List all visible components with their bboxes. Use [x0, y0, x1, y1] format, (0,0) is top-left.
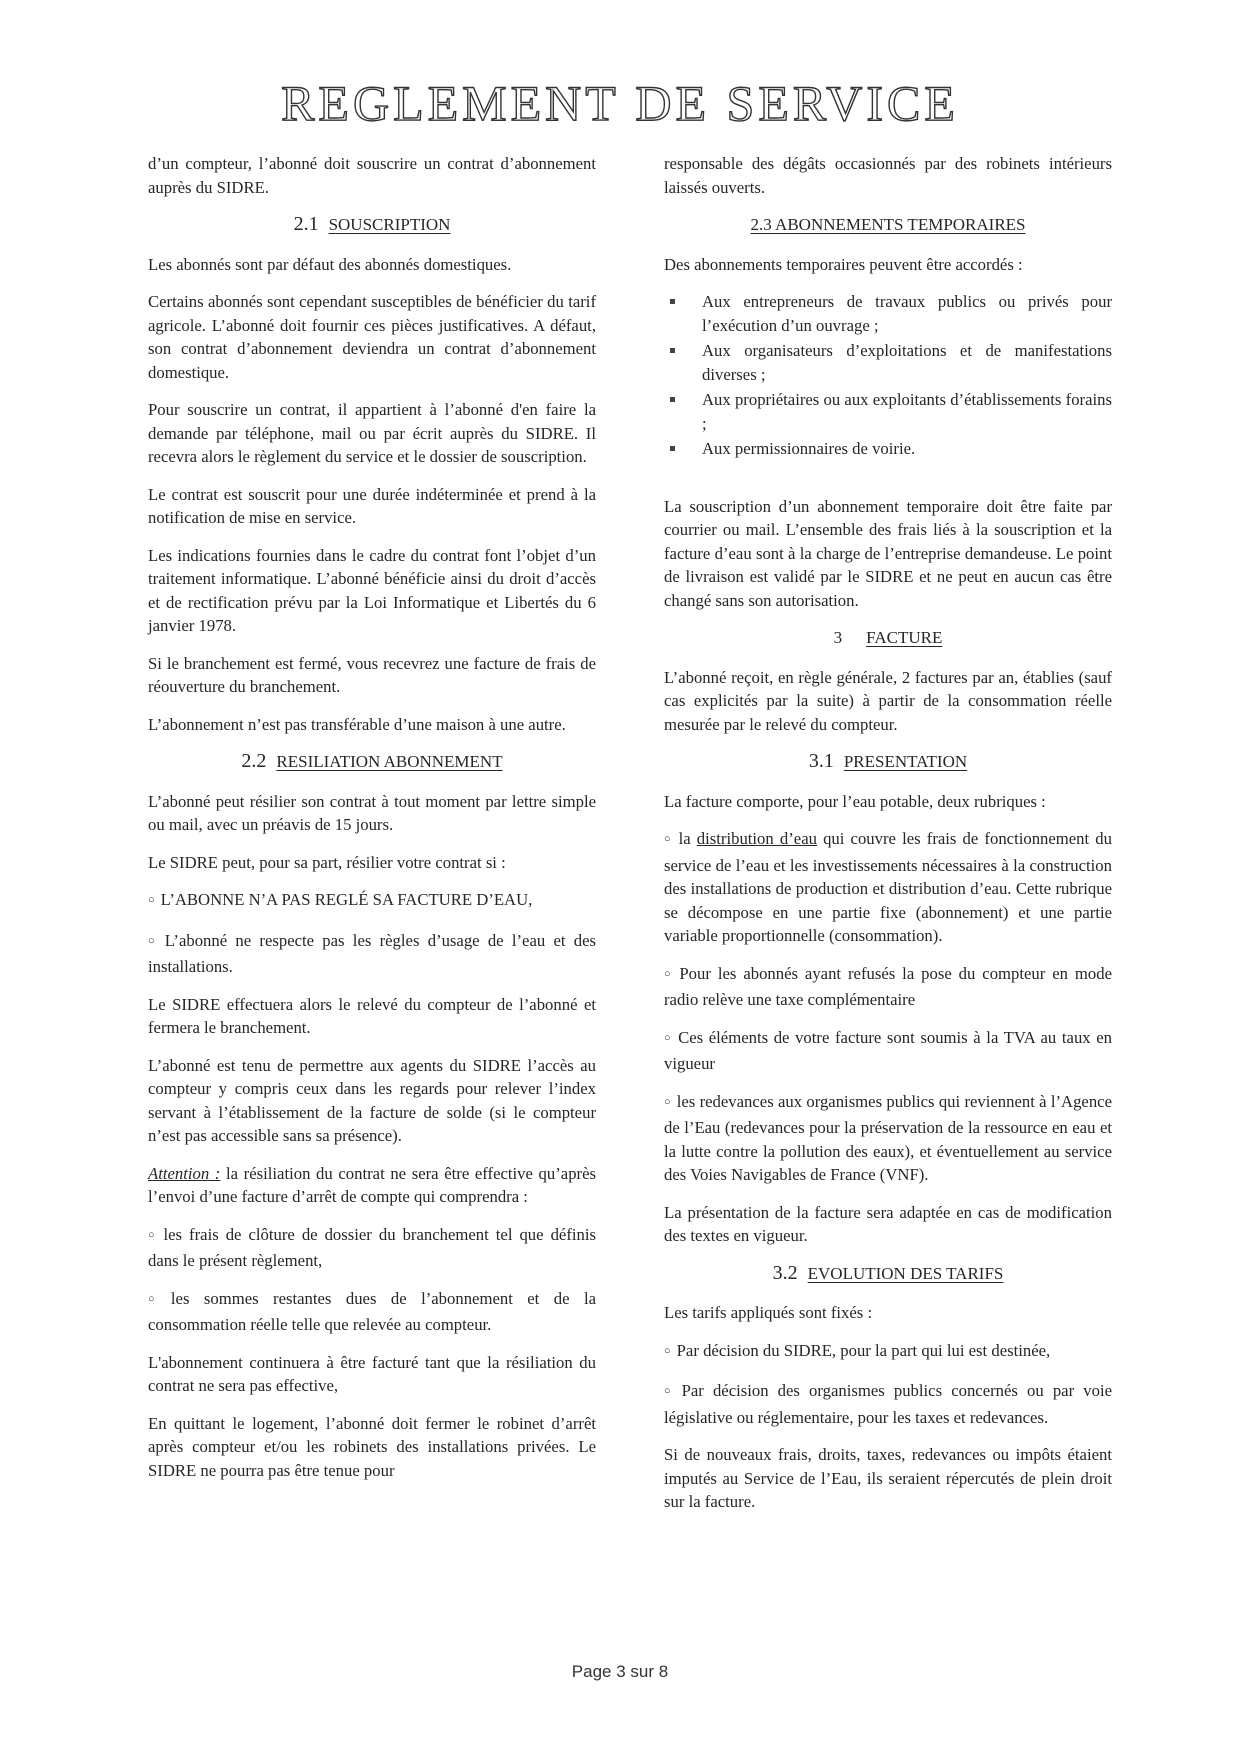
section-heading-2-3 — [664, 213, 1112, 237]
bullet-paragraph: ○ les redevances aux organismes publics qui reviennent à l’Agence de l’Eau (redevances pour la préservation de la ressource en eau et la lutte contre la pollution des eaux), et éventuellement au service des Voies Navigables de France (VNF). — [664, 1090, 1112, 1187]
paragraph: Les tarifs appliqués sont fixés : — [664, 1303, 873, 1322]
bullet-paragraph: ○ L’abonné ne respecte pas les règles d’usage de l’eau et des installations. — [148, 929, 596, 979]
section-number: 2.2 — [241, 750, 267, 772]
section-heading-2-2 — [148, 750, 596, 774]
section-number: 3 — [833, 628, 843, 647]
section-heading-3 — [664, 626, 1112, 650]
paragraph: Les abonnés sont par défaut des abonnés domestiques. — [148, 254, 512, 274]
bullet-paragraph: ○ les frais de clôture de dossier du branchement tel que définis dans le présent règlement, — [148, 1223, 596, 1273]
paragraph: Des abonnements temporaires peuvent être accordés : — [664, 254, 1023, 274]
section-title: PRESENTATION — [843, 752, 968, 771]
paragraph: Certains abonnés sont cependant susceptibles de bénéficier du tarif agricole. L’abonné doit fournir ces pièces justificatives. A défaut, son contrat d’abonnement deviendra un contrat d’abonnement domestique. — [148, 292, 596, 382]
paragraph: Pour souscrire un contrat, il appartient à l’abonné d'en faire la demande par téléphone, mail ou par écrit auprès du SIDRE. Il recevra alors le règlement du service et le dossier de souscription. — [148, 400, 596, 466]
section-title: EVOLUTION DES TARIFS — [807, 1263, 1004, 1283]
paragraph: L’abonnement n’est pas transférable d’une maison à une autre. — [148, 714, 566, 734]
page-header-title: REGLEMENT DE SERVICE — [281, 75, 959, 131]
paragraph: Le SIDRE effectuera alors le relevé du compteur de l’abonné et fermera le branchement. — [148, 994, 596, 1037]
paragraph: Si le branchement est fermé, vous recevrez une facture de frais de réouverture du branchement. — [148, 653, 596, 696]
section-number: 3.1 — [808, 750, 834, 772]
paragraph: L’abonné reçoit, en règle générale, 2 factures par an, établies (sauf cas explicités par la suite) à partir de la consommation réelle mesurée par le relevé du compteur. — [664, 667, 1112, 734]
attention-text: la résiliation du contrat ne sera être effective qu’après l’envoi d’une facture d’arrêt de compte qui comprendra : — [148, 1163, 596, 1206]
paragraph: Les indications fournies dans le cadre du contrat font l’objet d’un traitement informatique. L’abonné bénéficie ainsi du droit d’accès et de rectification prévu par la Loi Informatique et Libertés du 6 janvier 1978. — [148, 545, 596, 635]
list-item: Aux propriétaires ou aux exploitants d’établissements forains ; — [664, 388, 1112, 435]
section-title: RESILIATION ABONNEMENT — [276, 752, 503, 771]
spacer — [664, 473, 1112, 495]
paragraph: L'abonnement continuera à être facturé tant que la résiliation du contrat ne sera pas effective, — [148, 1352, 596, 1395]
paragraph: L’abonné peut résilier son contrat à tout moment par lettre simple ou mail, avec un préavis de 15 jours. — [148, 791, 596, 834]
paragraph: La facture comporte, pour l’eau potable, deux rubriques : — [664, 791, 1046, 811]
bullet-paragraph: ○ Par décision du SIDRE, pour la part qui lui est destinée, — [664, 1339, 1112, 1366]
bullet-paragraph: ○ les sommes restantes dues de l’abonnement et de la consommation réelle telle que relevée au compteur. — [148, 1287, 596, 1337]
underlined-term: distribution d’eau — [696, 829, 817, 848]
page-number: Page 3 sur 8 — [571, 1662, 669, 1681]
paragraph: L’abonné est tenu de permettre aux agents du SIDRE l’accès au compteur y compris ceux dans les regards pour relever l’index servant à l’établissement de la facture de solde (si le compteur n’est pas accessible sans sa présence). — [148, 1055, 596, 1145]
bullet-paragraph — [664, 827, 1112, 948]
paragraph: Si de nouveaux frais, droits, taxes, redevances ou impôts étaient imputés au Service de l’Eau, ils seraient répercutés de plein droit sur la facture. — [664, 1445, 1112, 1511]
section-number: 2.1 — [293, 213, 319, 235]
section-heading-3-1 — [664, 750, 1112, 774]
attention-label: Attention : — [148, 1163, 221, 1183]
list-item: Aux organisateurs d’exploitations et de manifestations diverses ; — [664, 339, 1112, 386]
bullet-paragraph: ○ Pour les abonnés ayant refusés la pose du compteur en mode radio relève une taxe complémentaire — [664, 962, 1112, 1012]
paragraph: En quittant le logement, l’abonné doit fermer le robinet d’arrêt après compteur et/ou les robinets des installations privées. Le SIDRE ne pourra pas être tenue pour — [148, 1413, 596, 1480]
list-item: Aux entrepreneurs de travaux publics ou privés pour l’exécution d’un ouvrage ; — [664, 290, 1112, 337]
bullet-paragraph: ○ L’ABONNE N’A PAS REGLÉ SA FACTURE D’EAU, — [148, 888, 596, 915]
text-fragment: la — [678, 829, 697, 848]
paragraph: La souscription d’un abonnement temporaire doit être faite par courrier ou mail. L’ensemble des frais liés à la souscription et la facture d’eau sont à la charge de l’entreprise demandeuse. Le point de livraison est validé par le SIDRE et ne peut en aucun cas être changé sans son autorisation. — [664, 496, 1112, 610]
right-column — [664, 152, 1112, 1528]
list-item: Aux permissionnaires de voirie. — [664, 437, 1112, 461]
paragraph: Le SIDRE peut, pour sa part, résilier votre contrat si : — [148, 852, 506, 872]
section-number: 3.2 — [772, 1261, 798, 1284]
left-column — [148, 152, 596, 1496]
section-title: SOUSCRIPTION — [328, 215, 451, 234]
section-title: 2.3 ABONNEMENTS TEMPORAIRES — [750, 215, 1026, 234]
text-fragment: qui couvre les frais de fonctionnement du service de l’eau et les investissements nécessaires à la construction des installations de production et distribution d’eau. Cette rubrique se décompose en une partie fixe (abonnement) et une partie variable proportionnelle (consommation). — [664, 829, 1112, 945]
bullet-paragraph: ○ Par décision des organismes publics concernés ou par voie législative ou réglementaire, pour les taxes et redevances. — [664, 1379, 1112, 1429]
section-title: FACTURE — [866, 628, 943, 647]
attention-paragraph — [148, 1162, 596, 1209]
continued-paragraph: responsable des dégâts occasionnés par des robinets intérieurs laissés ouverts. — [664, 154, 1112, 197]
temporary-subscription-list — [664, 290, 1112, 461]
section-heading-2-1 — [148, 213, 596, 237]
paragraph: La présentation de la facture sera adaptée en cas de modification des textes en vigueur. — [664, 1202, 1112, 1245]
bullet-paragraph: ○ Ces éléments de votre facture sont soumis à la TVA au taux en vigueur — [664, 1026, 1112, 1076]
section-heading-3-2 — [664, 1262, 1112, 1286]
paragraph: Le contrat est souscrit pour une durée indéterminée et prend à la notification de mise en service. — [148, 484, 596, 527]
continued-paragraph: d’un compteur, l’abonné doit souscrire un contrat d’abonnement auprès du SIDRE. — [148, 154, 596, 197]
